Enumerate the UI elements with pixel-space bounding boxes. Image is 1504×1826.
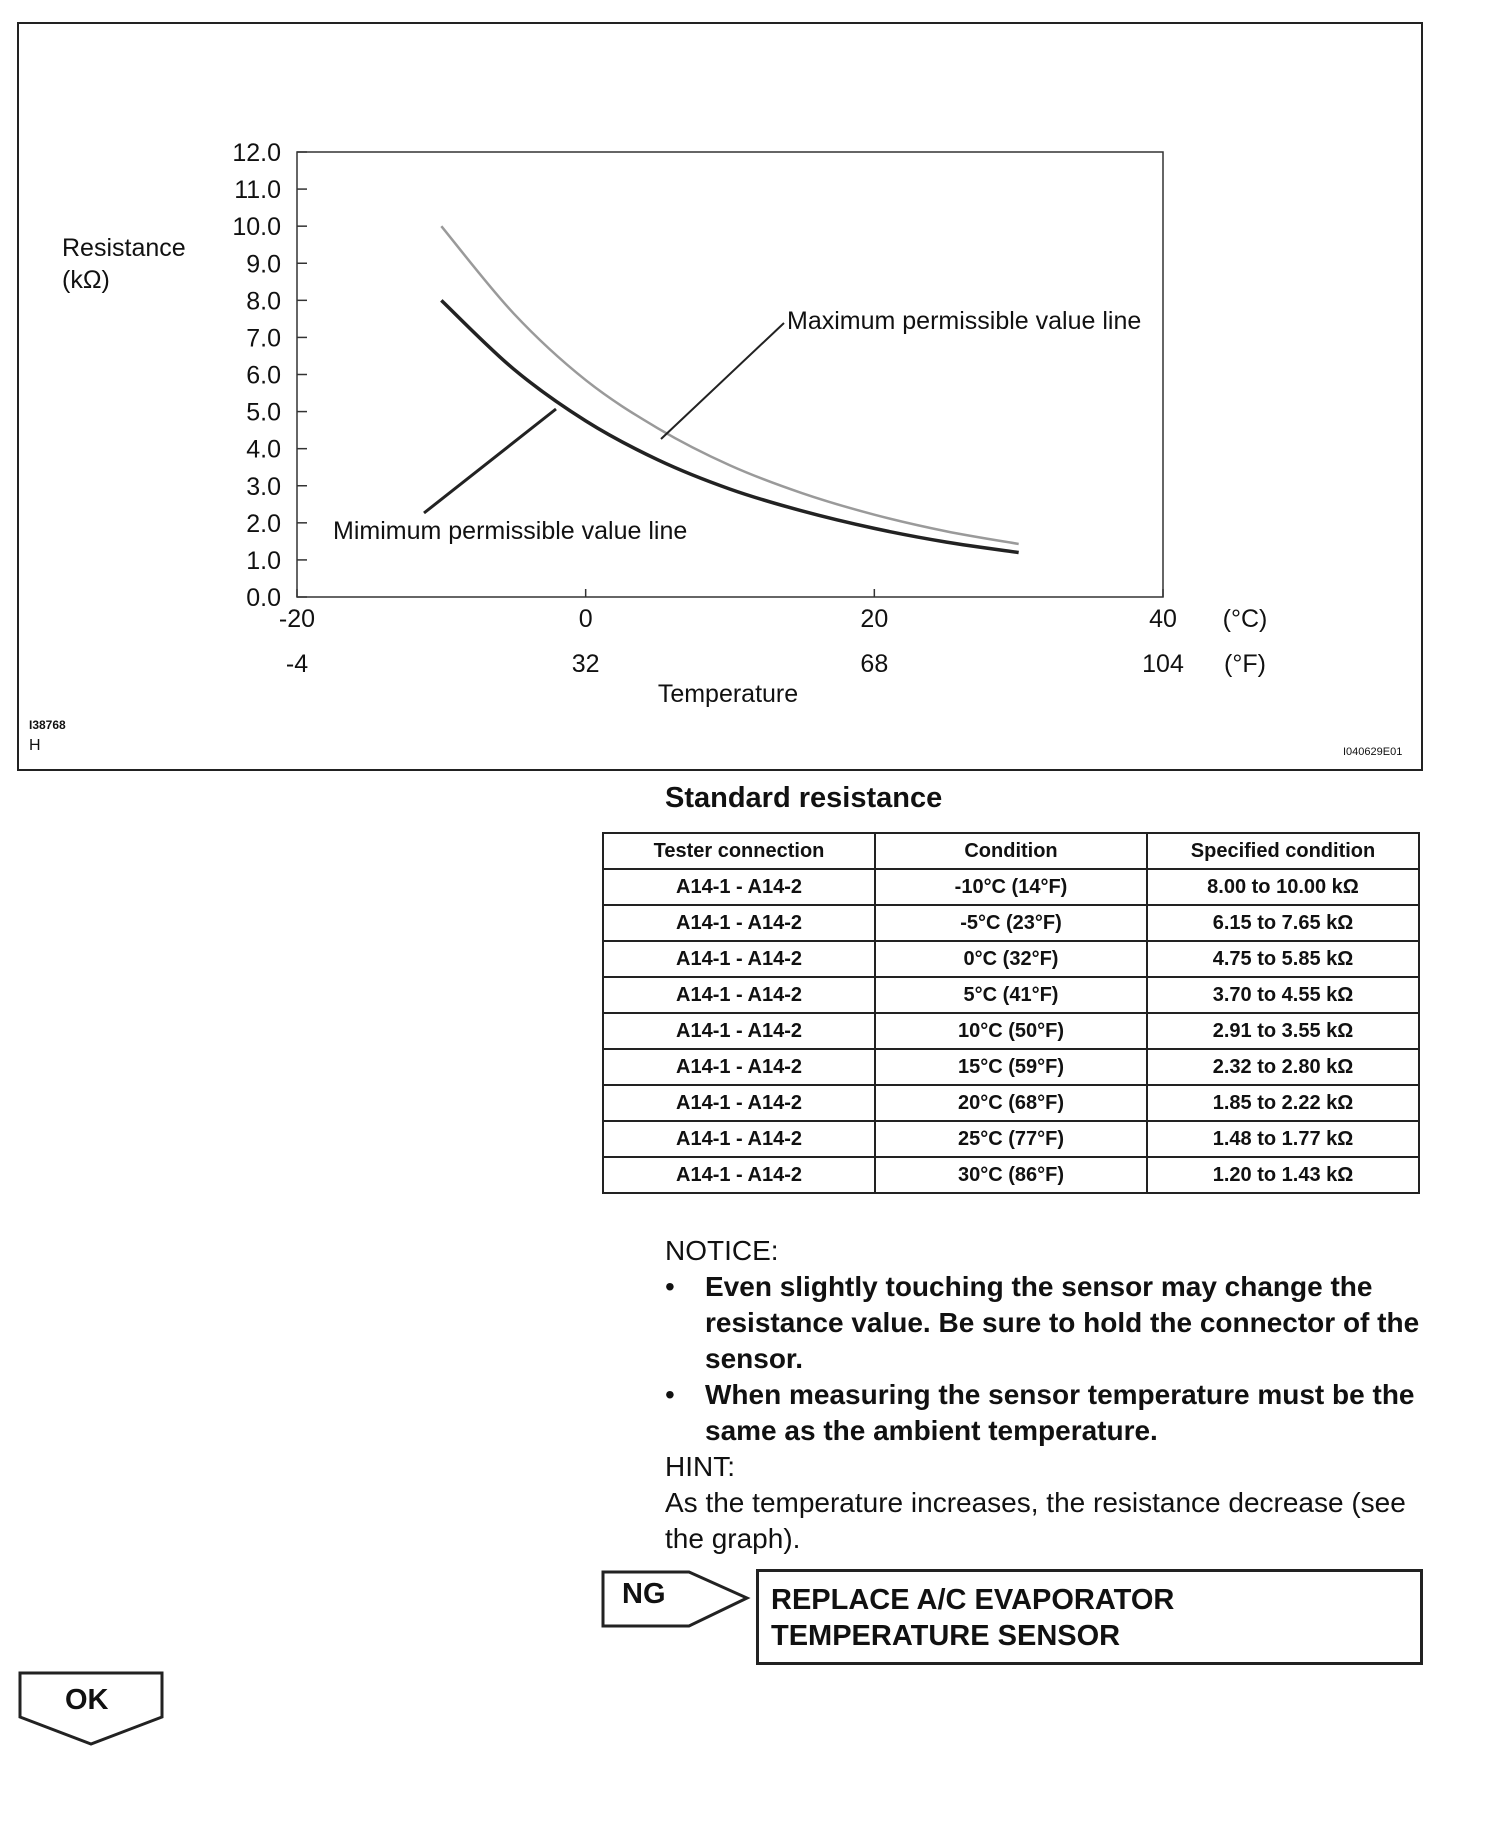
cell-spec: 2.32 to 2.80 kΩ: [1147, 1049, 1419, 1085]
header-condition: Condition: [875, 833, 1147, 869]
x-tick-label-celsius: 20: [860, 605, 889, 633]
cell-condition: 25°C (77°F): [875, 1121, 1147, 1157]
cell-spec: 8.00 to 10.00 kΩ: [1147, 869, 1419, 905]
cell-condition: 30°C (86°F): [875, 1157, 1147, 1193]
cell-connection: A14-1 - A14-2: [603, 941, 875, 977]
cell-connection: A14-1 - A14-2: [603, 905, 875, 941]
cell-condition: 15°C (59°F): [875, 1049, 1147, 1085]
cell-spec: 1.48 to 1.77 kΩ: [1147, 1121, 1419, 1157]
figure-code-sub: H: [29, 737, 41, 754]
cell-connection: A14-1 - A14-2: [603, 1121, 875, 1157]
table-header-row: [603, 833, 1419, 869]
table-row: [603, 905, 1419, 941]
figure-code-right: I040629E01: [1343, 746, 1403, 758]
y-tick-label: 0.0: [246, 584, 281, 612]
y-tick-label: 3.0: [246, 472, 281, 501]
max-value-line: [441, 226, 1018, 544]
table-row: [603, 869, 1419, 905]
cell-spec: 6.15 to 7.65 kΩ: [1147, 905, 1419, 941]
min-value-label: Mimimum permissible value line: [333, 517, 688, 545]
table-row: [603, 1121, 1419, 1157]
table-row: [603, 977, 1419, 1013]
y-tick-label: 12.0: [232, 139, 281, 167]
cell-condition: 10°C (50°F): [875, 1013, 1147, 1049]
x-unit-celsius: (°C): [1222, 605, 1268, 633]
table-row: [603, 1085, 1419, 1121]
cell-connection: A14-1 - A14-2: [603, 1049, 875, 1085]
x-tick-label-fahrenheit: -4: [285, 650, 309, 678]
ng-action-line1: REPLACE A/C EVAPORATOR: [771, 1584, 1175, 1616]
notice-item-text: Even slightly touching the sensor may change the resistance value. Be sure to hold the connector of the sensor.: [705, 1271, 1420, 1374]
cell-spec: 1.85 to 2.22 kΩ: [1147, 1085, 1419, 1121]
cell-condition: 5°C (41°F): [875, 977, 1147, 1013]
x-unit-fahrenheit: (°F): [1224, 650, 1266, 678]
table-row: [603, 1049, 1419, 1085]
x-tick-label-celsius: -20: [278, 605, 316, 633]
header-tester-connection: Tester connection: [603, 833, 875, 869]
y-axis-label: Resistance: [62, 234, 186, 262]
cell-condition: -10°C (14°F): [875, 869, 1147, 905]
y-tick-label: 9.0: [246, 250, 281, 279]
table-row: [603, 1157, 1419, 1193]
table-row: [603, 1013, 1419, 1049]
cell-spec: 1.20 to 1.43 kΩ: [1147, 1157, 1419, 1193]
cell-condition: -5°C (23°F): [875, 905, 1147, 941]
x-tick-label-fahrenheit: 68: [860, 650, 889, 678]
standard-resistance-table: [602, 832, 1420, 1194]
x-tick-label-fahrenheit: 32: [571, 650, 600, 678]
header-specified-condition: Specified condition: [1147, 833, 1419, 869]
resistance-chart: [19, 24, 1421, 769]
x-tick-label-fahrenheit: 104: [1142, 650, 1184, 678]
cell-connection: A14-1 - A14-2: [603, 1085, 875, 1121]
max-value-label: Maximum permissible value line: [787, 307, 1142, 335]
figure-code-left: I38768: [29, 718, 66, 732]
notice-item: [665, 1377, 1445, 1449]
bullet: •: [665, 1379, 675, 1410]
notice-section: [665, 1233, 1445, 1557]
cell-condition: 20°C (68°F): [875, 1085, 1147, 1121]
y-tick-label: 11.0: [234, 176, 281, 205]
y-tick-label: 2.0: [246, 509, 281, 538]
bullet: •: [665, 1271, 675, 1302]
min-value-line: [441, 300, 1018, 552]
y-tick-label: 5.0: [246, 398, 281, 427]
notice-item: [665, 1269, 1445, 1377]
ng-action-line2: TEMPERATURE SENSOR: [771, 1620, 1121, 1652]
resistance-figure: [17, 22, 1423, 771]
cell-connection: A14-1 - A14-2: [603, 1013, 875, 1049]
hint-heading: HINT:: [665, 1451, 735, 1482]
max-label-leader: [661, 323, 784, 439]
y-tick-label: 4.0: [246, 435, 281, 464]
y-tick-label: 10.0: [232, 213, 281, 242]
cell-connection: A14-1 - A14-2: [603, 977, 875, 1013]
ng-action-box: [756, 1569, 1423, 1665]
ng-label: NG: [622, 1578, 666, 1610]
table-row: [603, 941, 1419, 977]
cell-spec: 2.91 to 3.55 kΩ: [1147, 1013, 1419, 1049]
y-tick-label: 6.0: [246, 361, 281, 390]
notice-heading: NOTICE:: [665, 1235, 779, 1266]
x-tick-label-celsius: 0: [578, 605, 593, 633]
cell-spec: 3.70 to 4.55 kΩ: [1147, 977, 1419, 1013]
x-tick-label-celsius: 40: [1149, 605, 1177, 633]
notice-item-text: When measuring the sensor temperature must be the same as the ambient temperature.: [705, 1379, 1415, 1446]
section-title: Standard resistance: [665, 782, 943, 814]
y-tick-label: 1.0: [246, 546, 281, 575]
min-label-leader: [424, 409, 556, 513]
notice-list: [665, 1269, 1445, 1449]
hint-text: As the temperature increases, the resistance decrease (see the graph).: [665, 1487, 1406, 1554]
cell-spec: 4.75 to 5.85 kΩ: [1147, 941, 1419, 977]
cell-condition: 0°C (32°F): [875, 941, 1147, 977]
y-tick-label: 7.0: [246, 324, 281, 353]
y-axis-unit: (kΩ): [62, 266, 110, 294]
ok-label: OK: [65, 1684, 109, 1716]
cell-connection: A14-1 - A14-2: [603, 869, 875, 905]
x-axis-label: Temperature: [657, 680, 799, 708]
cell-connection: A14-1 - A14-2: [603, 1157, 875, 1193]
y-tick-label: 8.0: [246, 287, 281, 316]
